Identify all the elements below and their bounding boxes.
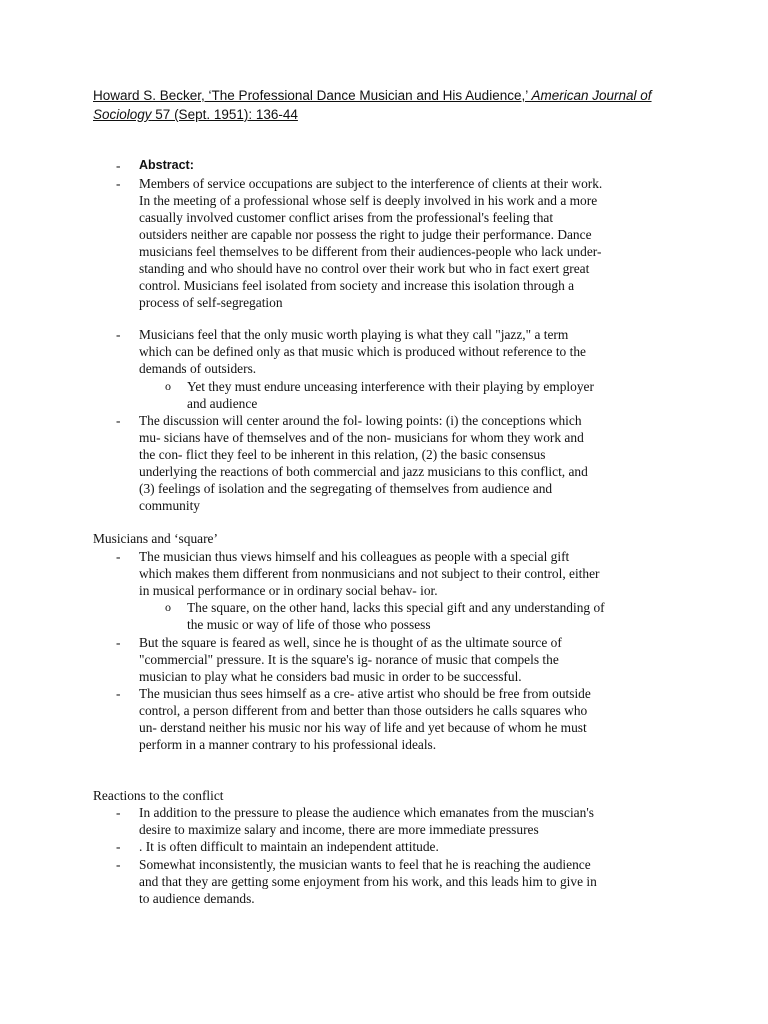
citation-journal-part2: Sociology [93,107,152,122]
text-line: casually involved customer conflict arises from the professional's feeling that [139,210,554,225]
text-line: mu- sicians have of themselves and of the non- musicians for whom they work and [139,430,584,445]
text-line: the con- flict they feel to be inherent in this relation, (2) the basic consensus [139,447,546,462]
square-item-3 [139,685,591,753]
sub-bullet: o [165,600,171,614]
abstract-paragraph-3 [139,412,588,514]
text-line: But the square is feared as well, since he is thought of as the ultimate source of [139,635,562,650]
square-item-1-sub [187,599,605,633]
conflict-item-1 [139,804,594,838]
text-line: musicians feel themselves to be different from their audiences-people who lack under- [139,244,602,259]
square-item-2 [139,634,562,685]
text-line: standing and who should have no control over their work but who in fact exert great [139,261,590,276]
text-line: "commercial" pressure. It is the square's ig- norance of music that compels the [139,652,559,667]
text-line: Somewhat inconsistently, the musician wants to feel that he is reaching the audience [139,857,591,872]
text-line: demands of outsiders. [139,361,257,376]
bullet-dash: - [116,635,121,650]
text-line: outsiders neither are capable nor possess the right to judge their performance. Dance [139,227,592,242]
abstract-paragraph-2-sub [187,378,594,412]
text-line: process of self-segregation [139,295,283,310]
bullet-dash: - [116,413,121,428]
text-line: underlying the reactions of both commercial and jazz musicians to this conflict, and [139,464,588,479]
text-line: and that they are getting some enjoyment from his work, and this leads him to give in [139,874,597,889]
bullet-dash: - [116,549,121,564]
text-line: Yet they must endure unceasing interference with their playing by employer [187,379,594,394]
abstract-paragraph-2 [139,326,586,377]
text-line: The discussion will center around the fol- lowing points: (i) the conceptions which [139,413,582,428]
bullet-dash: - [116,686,121,701]
citation-journal-part1: American Journal of [531,88,652,103]
citation-line-2 [93,105,693,124]
citation-volume-pages: 57 (Sept. 1951): 136-44 [151,107,298,122]
abstract-label: Abstract: [139,158,194,172]
text-line: un- derstand neither his music nor his way of life and yet because of whom he must [139,720,587,735]
text-line: The musician thus sees himself as a cre- ative artist who should be free from outside [139,686,591,701]
sub-bullet: o [165,379,171,393]
text-line: Musicians feel that the only music worth playing is what they call "jazz," a term [139,327,569,342]
bullet-dash: - [116,176,121,191]
section-heading-square: Musicians and ‘square’ [93,531,218,546]
text-line: control, a person different from and better than those outsiders he calls squares who [139,703,588,718]
citation-header [93,86,693,124]
text-line: The square, on the other hand, lacks this special gift and any understanding of [187,600,605,615]
text-line: community [139,498,200,513]
text-line: and audience [187,396,258,411]
abstract-paragraph-1 [139,175,602,311]
bullet-dash: - [116,158,121,173]
text-line: In addition to the pressure to please the audience which emanates from the muscian's [139,805,594,820]
bullet-dash: - [116,839,121,854]
citation-author-title: Howard S. Becker, ‘The Professional Dance Musician and His Audience,’ [93,88,532,103]
text-line: Members of service occupations are subject to the interference of clients at their work. [139,176,603,191]
text-line: . It is often difficult to maintain an independent attitude. [139,839,439,854]
section-heading-conflict: Reactions to the conflict [93,788,224,803]
text-line: desire to maximize salary and income, there are more immediate pressures [139,822,539,837]
conflict-item-2 [139,838,439,855]
text-line: to audience demands. [139,891,255,906]
bullet-dash: - [116,805,121,820]
text-line: in musical performance or in ordinary social behav- ior. [139,583,438,598]
text-line: which makes them different from nonmusicians and not subject to their control, either [139,566,600,581]
text-line: the music or way of life of those who possess [187,617,431,632]
text-line: control. Musicians feel isolated from society and increase this isolation through a [139,278,575,293]
conflict-item-3 [139,856,597,907]
text-line: (3) feelings of isolation and the segregating of themselves from audience and [139,481,553,496]
text-line: In the meeting of a professional whose self is deeply involved in his work and a more [139,193,598,208]
square-item-1 [139,548,600,599]
text-line: The musician thus views himself and his colleagues as people with a special gift [139,549,570,564]
text-line: musician to play what he considers bad music in order to be successful. [139,669,522,684]
bullet-dash: - [116,327,121,342]
citation-line-1 [93,86,693,105]
bullet-dash: - [116,857,121,872]
text-line: perform in a manner contrary to his professional ideals. [139,737,437,752]
text-line: which can be defined only as that music which is produced without reference to the [139,344,586,359]
